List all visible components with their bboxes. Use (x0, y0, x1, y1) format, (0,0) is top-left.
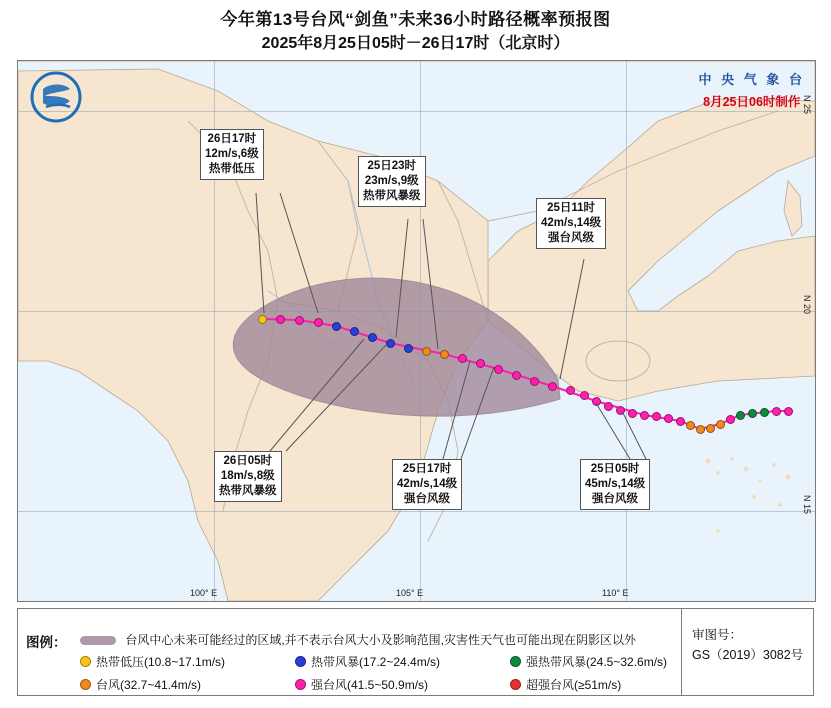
legend-label-tropical-storm: 热带风暴(17.2~24.4m/s) (311, 655, 441, 669)
lon-label-110: 110° E (602, 588, 629, 598)
cma-logo-icon (30, 71, 82, 123)
cone-swatch-icon (80, 636, 116, 645)
callout-25d05-line2: 45m/s,14级 (585, 478, 646, 490)
legend-label-tropical-depression: 热带低压(10.8~17.1m/s) (96, 655, 226, 669)
callout-25d05-line1: 25日05时 (590, 463, 640, 475)
callout-26d17[interactable] (200, 129, 264, 180)
legend-item-typhoon (80, 676, 295, 693)
callout-26d05-line1: 26日05时 (223, 455, 273, 467)
legend-item-severe-tropical-storm (510, 653, 710, 670)
callout-25d11[interactable] (536, 198, 606, 249)
callout-25d11-line3: 强台风级 (548, 232, 595, 244)
issuing-organization (699, 69, 805, 110)
approval-block (681, 609, 813, 695)
legend-dot-icon-typhoon (80, 679, 91, 690)
org-name: 中 央 气 象 台 (698, 72, 805, 87)
approval-number: GS（2019）3082号 (692, 648, 804, 662)
map-inner (18, 61, 815, 601)
callout-26d17-line3: 热带低压 (208, 163, 255, 175)
title-line-1: 今年第13号台风“剑鱼”未来36小时路径概率预报图 (220, 10, 611, 29)
callout-26d05[interactable] (214, 451, 282, 502)
callout-26d05-line2: 18m/s,8级 (220, 470, 275, 482)
org-issue-time: 8月25日06时制作 (703, 95, 801, 109)
map-canvas[interactable] (17, 60, 816, 602)
callout-25d23-line3: 热带风暴级 (363, 190, 421, 202)
legend-item-super-typhoon (510, 676, 710, 693)
lat-label-15: N 15 (802, 495, 812, 515)
legend-label-super-typhoon: 超强台风(≥51m/s) (526, 678, 622, 692)
callout-25d11-line2: 42m/s,14级 (541, 217, 602, 229)
legend-dot-icon-severe-typhoon (295, 679, 306, 690)
legend-label-severe-tropical-storm: 强热带风暴(24.5~32.6m/s) (526, 655, 668, 669)
legend-label-severe-typhoon: 强台风(41.5~50.9m/s) (311, 678, 429, 692)
callout-25d17-line3: 强台风级 (404, 493, 451, 505)
lon-label-105: 105° E (396, 588, 424, 598)
legend-item-tropical-depression (80, 653, 295, 670)
legend-item-tropical-storm (295, 653, 510, 670)
callout-leader-lines (18, 61, 815, 601)
legend-panel (17, 608, 814, 696)
callout-25d17-line1: 25日17时 (402, 463, 452, 475)
legend-label-typhoon: 台风(32.7~41.4m/s) (96, 678, 202, 692)
callout-25d05-line3: 强台风级 (592, 493, 639, 505)
callout-25d05[interactable] (580, 459, 650, 510)
lon-label-100: 100° E (190, 588, 218, 598)
legend-item-severe-typhoon (295, 676, 510, 693)
legend-items (80, 653, 668, 693)
approval-label: 审图号： (692, 628, 743, 642)
callout-25d17-line2: 42m/s,14级 (397, 478, 458, 490)
legend-dot-icon-severe-tropical-storm (510, 656, 521, 667)
callout-25d23-line2: 23m/s,9级 (364, 175, 419, 187)
callout-25d11-line1: 25日11时 (547, 202, 596, 214)
lat-label-20: N 20 (802, 295, 812, 315)
title-line-2: 2025年8月25日05时－26日17时（北京时） (261, 35, 570, 52)
legend-title: 图例： (26, 635, 67, 650)
page-title (0, 0, 831, 56)
legend-dot-icon-super-typhoon (510, 679, 521, 690)
callout-26d17-line2: 12m/s,6级 (205, 148, 259, 160)
legend-cone-row (80, 631, 636, 648)
legend-dot-icon-tropical-depression (80, 656, 91, 667)
callout-25d23-line1: 25日23时 (367, 160, 417, 172)
lat-label-25: N 25 (802, 95, 812, 115)
callout-26d05-line3: 热带风暴级 (219, 485, 277, 497)
legend-dot-icon-tropical-storm (295, 656, 306, 667)
legend-cone-text: 台风中心未来可能经过的区域,并不表示台风大小及影响范围,灾害性天气也可能出现在阴影区以外 (125, 633, 637, 647)
callout-26d17-line1: 26日17时 (207, 133, 257, 145)
callout-25d23[interactable] (358, 156, 426, 207)
callout-25d17[interactable] (392, 459, 462, 510)
